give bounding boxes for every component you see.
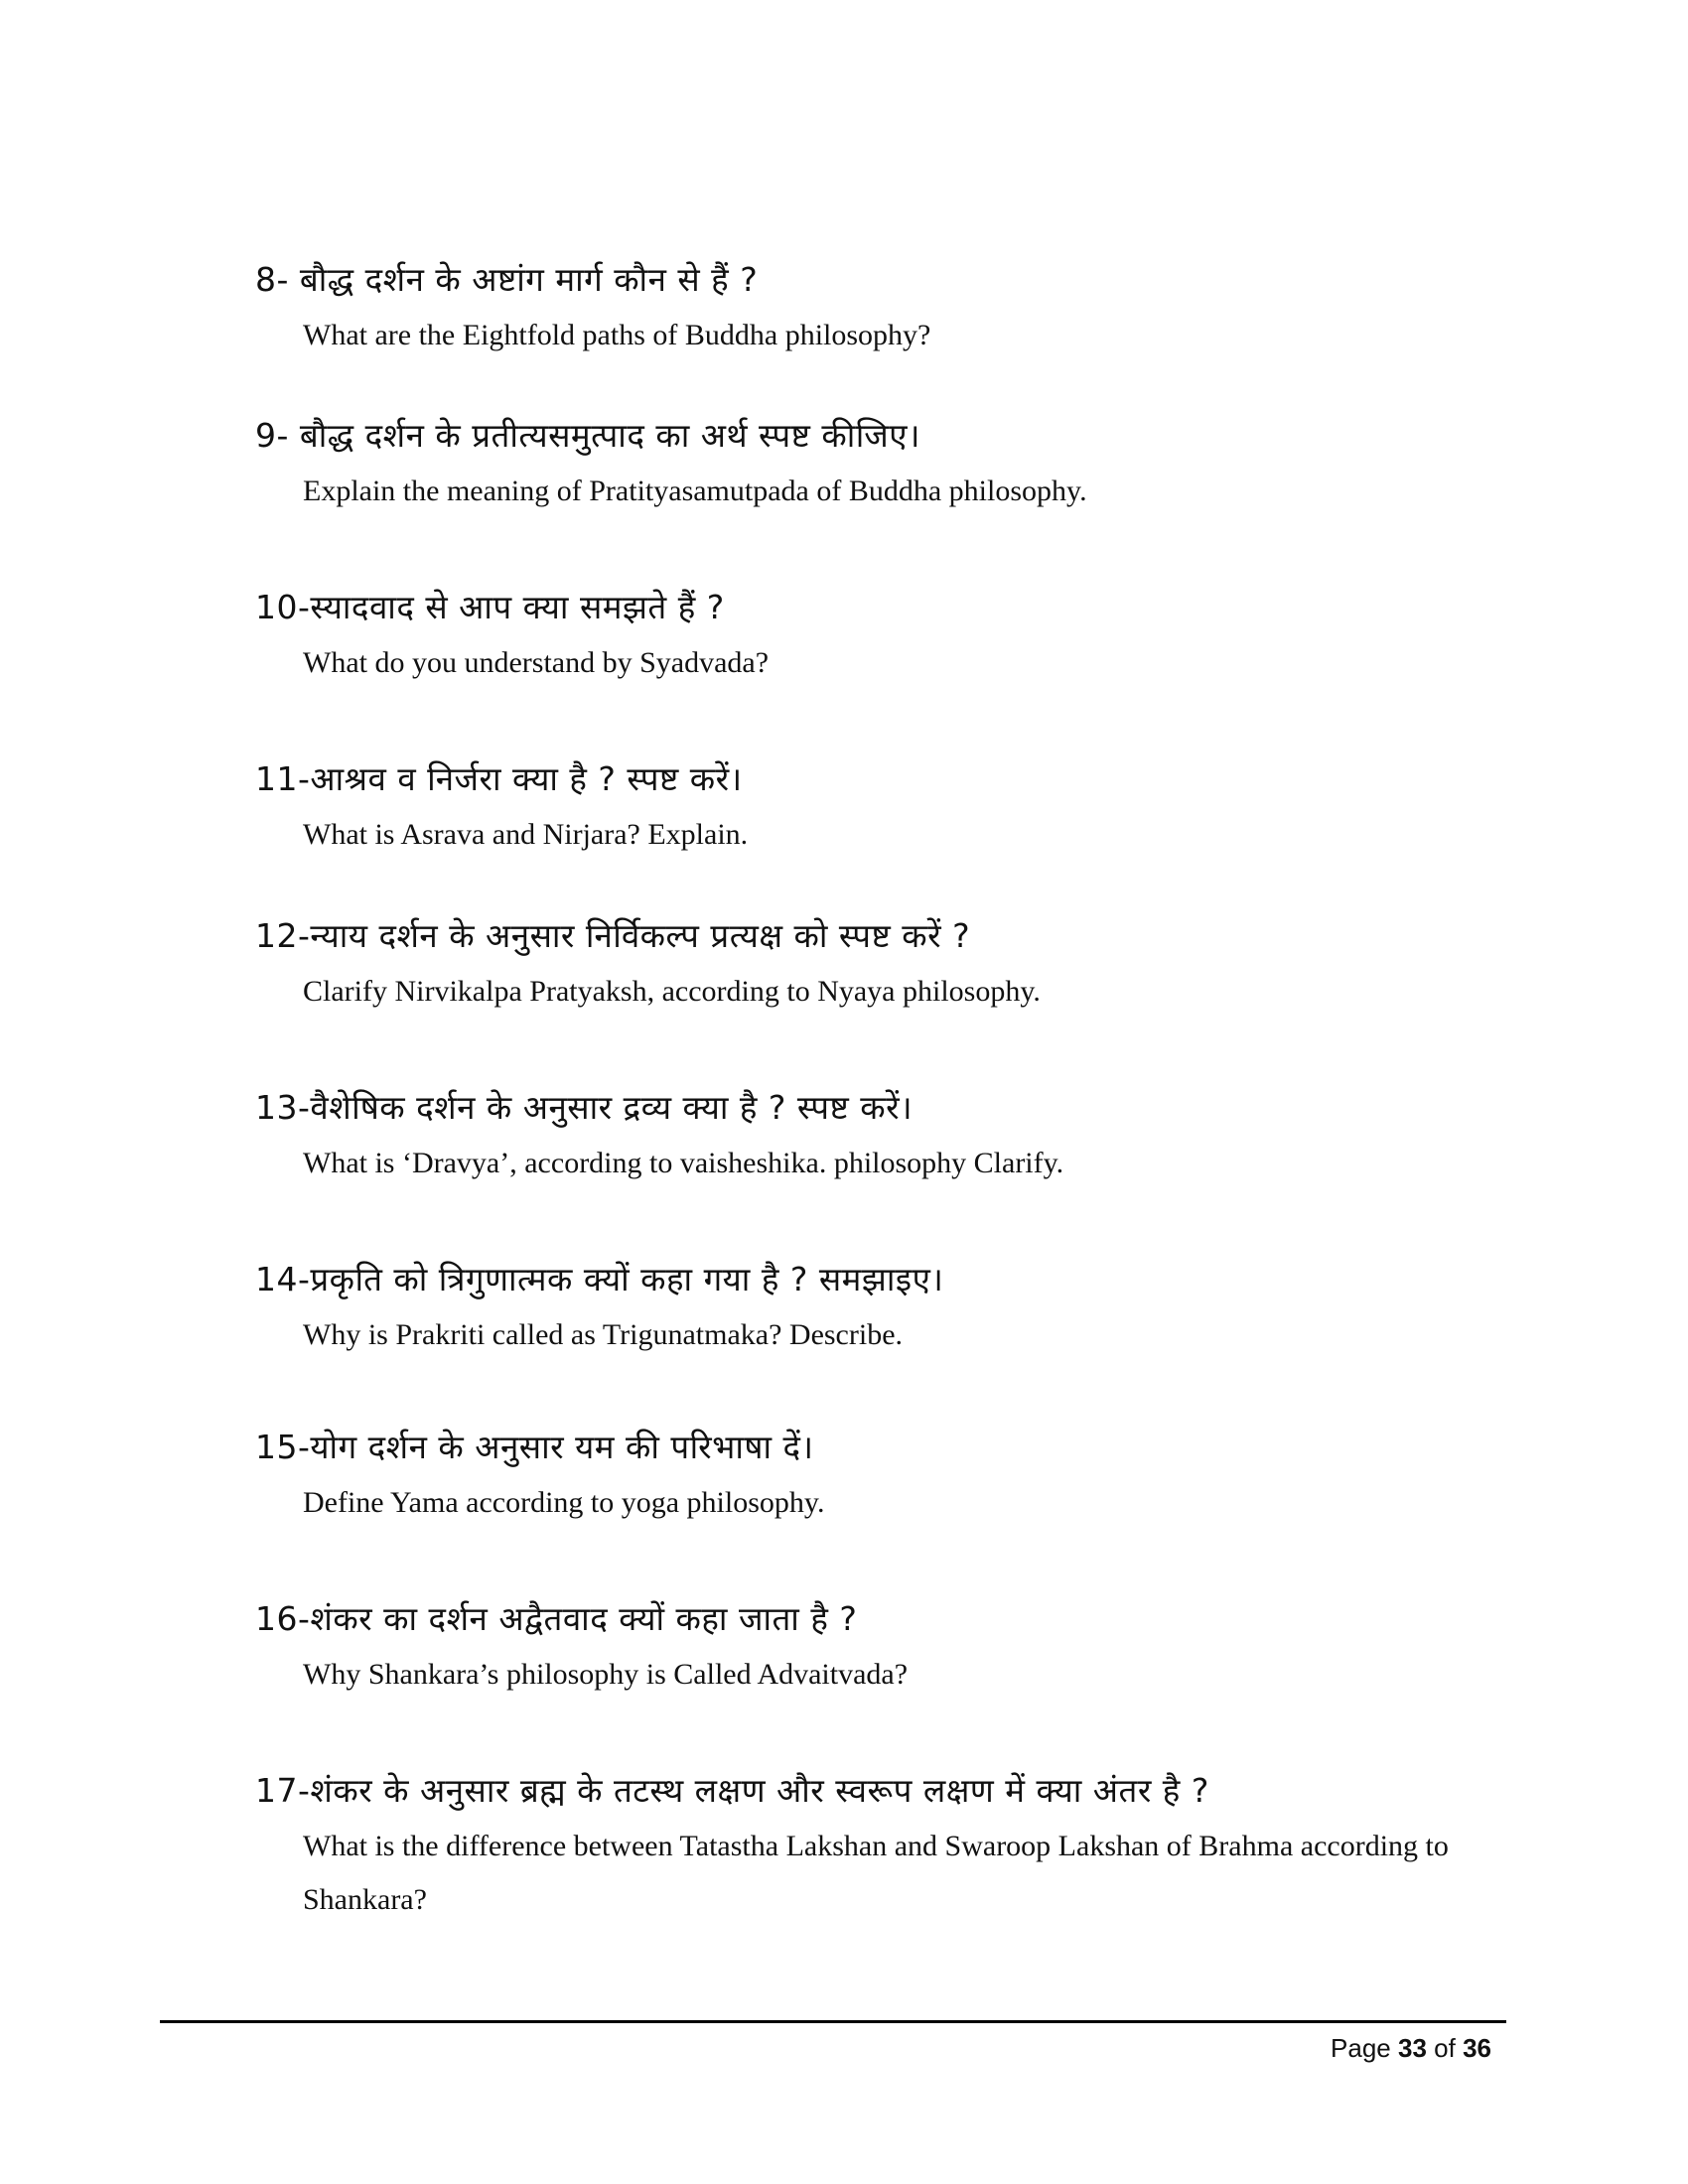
question-english: What is Asrava and Nirjara? Explain. — [303, 818, 749, 851]
question-item — [255, 1259, 943, 1362]
of-label: of — [1434, 2033, 1456, 2063]
question-english: What do you understand by Syadvada? — [303, 646, 770, 679]
question-hindi: 13-वैशेषिक दर्शन के अनुसार द्रव्य क्या है ? स्पष्ट करें। — [255, 1088, 914, 1127]
question-english: What are the Eightfold paths of Buddha philosophy? — [303, 319, 931, 351]
page-label: Page — [1331, 2033, 1391, 2063]
question-hindi: 10-स्यादवाद से आप क्या समझते हैं ? — [255, 588, 725, 626]
question-hindi: 11-आश्रव व निर्जरा क्या है ? स्पष्ट करें। — [255, 759, 743, 798]
question-english: Clarify Nirvikalpa Pratyaksh, according to Nyaya philosophy. — [303, 975, 1041, 1008]
footer-divider — [160, 2020, 1506, 2023]
question-english: What is the difference between Tatastha Lakshan and Swaroop Lakshan of Brahma according to Shankara? — [303, 1830, 1449, 1916]
question-item — [255, 758, 748, 862]
question-english: Why is Prakriti called as Trigunatmaka? Describe. — [303, 1318, 904, 1351]
question-item — [255, 1598, 908, 1702]
question-hindi: 8- बौद्ध दर्शन के अष्टांग मार्ग कौन से हैं ? — [255, 260, 759, 299]
question-item — [255, 1427, 824, 1530]
question-hindi: 15-योग दर्शन के अनुसार यम की परिभाषा दें। — [255, 1428, 814, 1466]
question-english: Explain the meaning of Pratityasamutpada of Buddha philosophy. — [303, 475, 1087, 507]
question-item — [255, 587, 769, 690]
question-hindi: 9- बौद्ध दर्शन के प्रतीत्यसमुत्पाद का अर्थ स्पष्ट कीजिए। — [255, 416, 921, 455]
question-item — [255, 259, 930, 362]
question-hindi: 17-शंकर के अनुसार ब्रह्म के तटस्थ लक्षण और स्वरूप लक्षण में क्या अंतर है ? — [255, 1771, 1209, 1810]
question-item — [255, 1770, 1506, 1927]
question-english: Define Yama according to yoga philosophy. — [303, 1486, 825, 1519]
total-page-count: 36 — [1463, 2033, 1491, 2063]
question-item — [255, 1087, 1063, 1190]
question-english: Why Shankara’s philosophy is Called Advaitvada? — [303, 1658, 909, 1691]
question-hindi: 14-प्रकृति को त्रिगुणात्मक क्यों कहा गया है ? समझाइए। — [255, 1260, 944, 1298]
question-english: What is ‘Dravya’, according to vaisheshika. philosophy Clarify. — [303, 1147, 1064, 1179]
question-item — [255, 415, 1087, 518]
question-hindi: 12-न्याय दर्शन के अनुसार निर्विकल्प प्रत्यक्ष को स्पष्ट करें ? — [255, 916, 971, 955]
current-page-number: 33 — [1398, 2033, 1427, 2063]
question-item — [255, 915, 1041, 1019]
page-number — [1331, 2032, 1491, 2064]
question-hindi: 16-शंकर का दर्शन अद्वैतवाद क्यों कहा जाता है ? — [255, 1599, 858, 1638]
